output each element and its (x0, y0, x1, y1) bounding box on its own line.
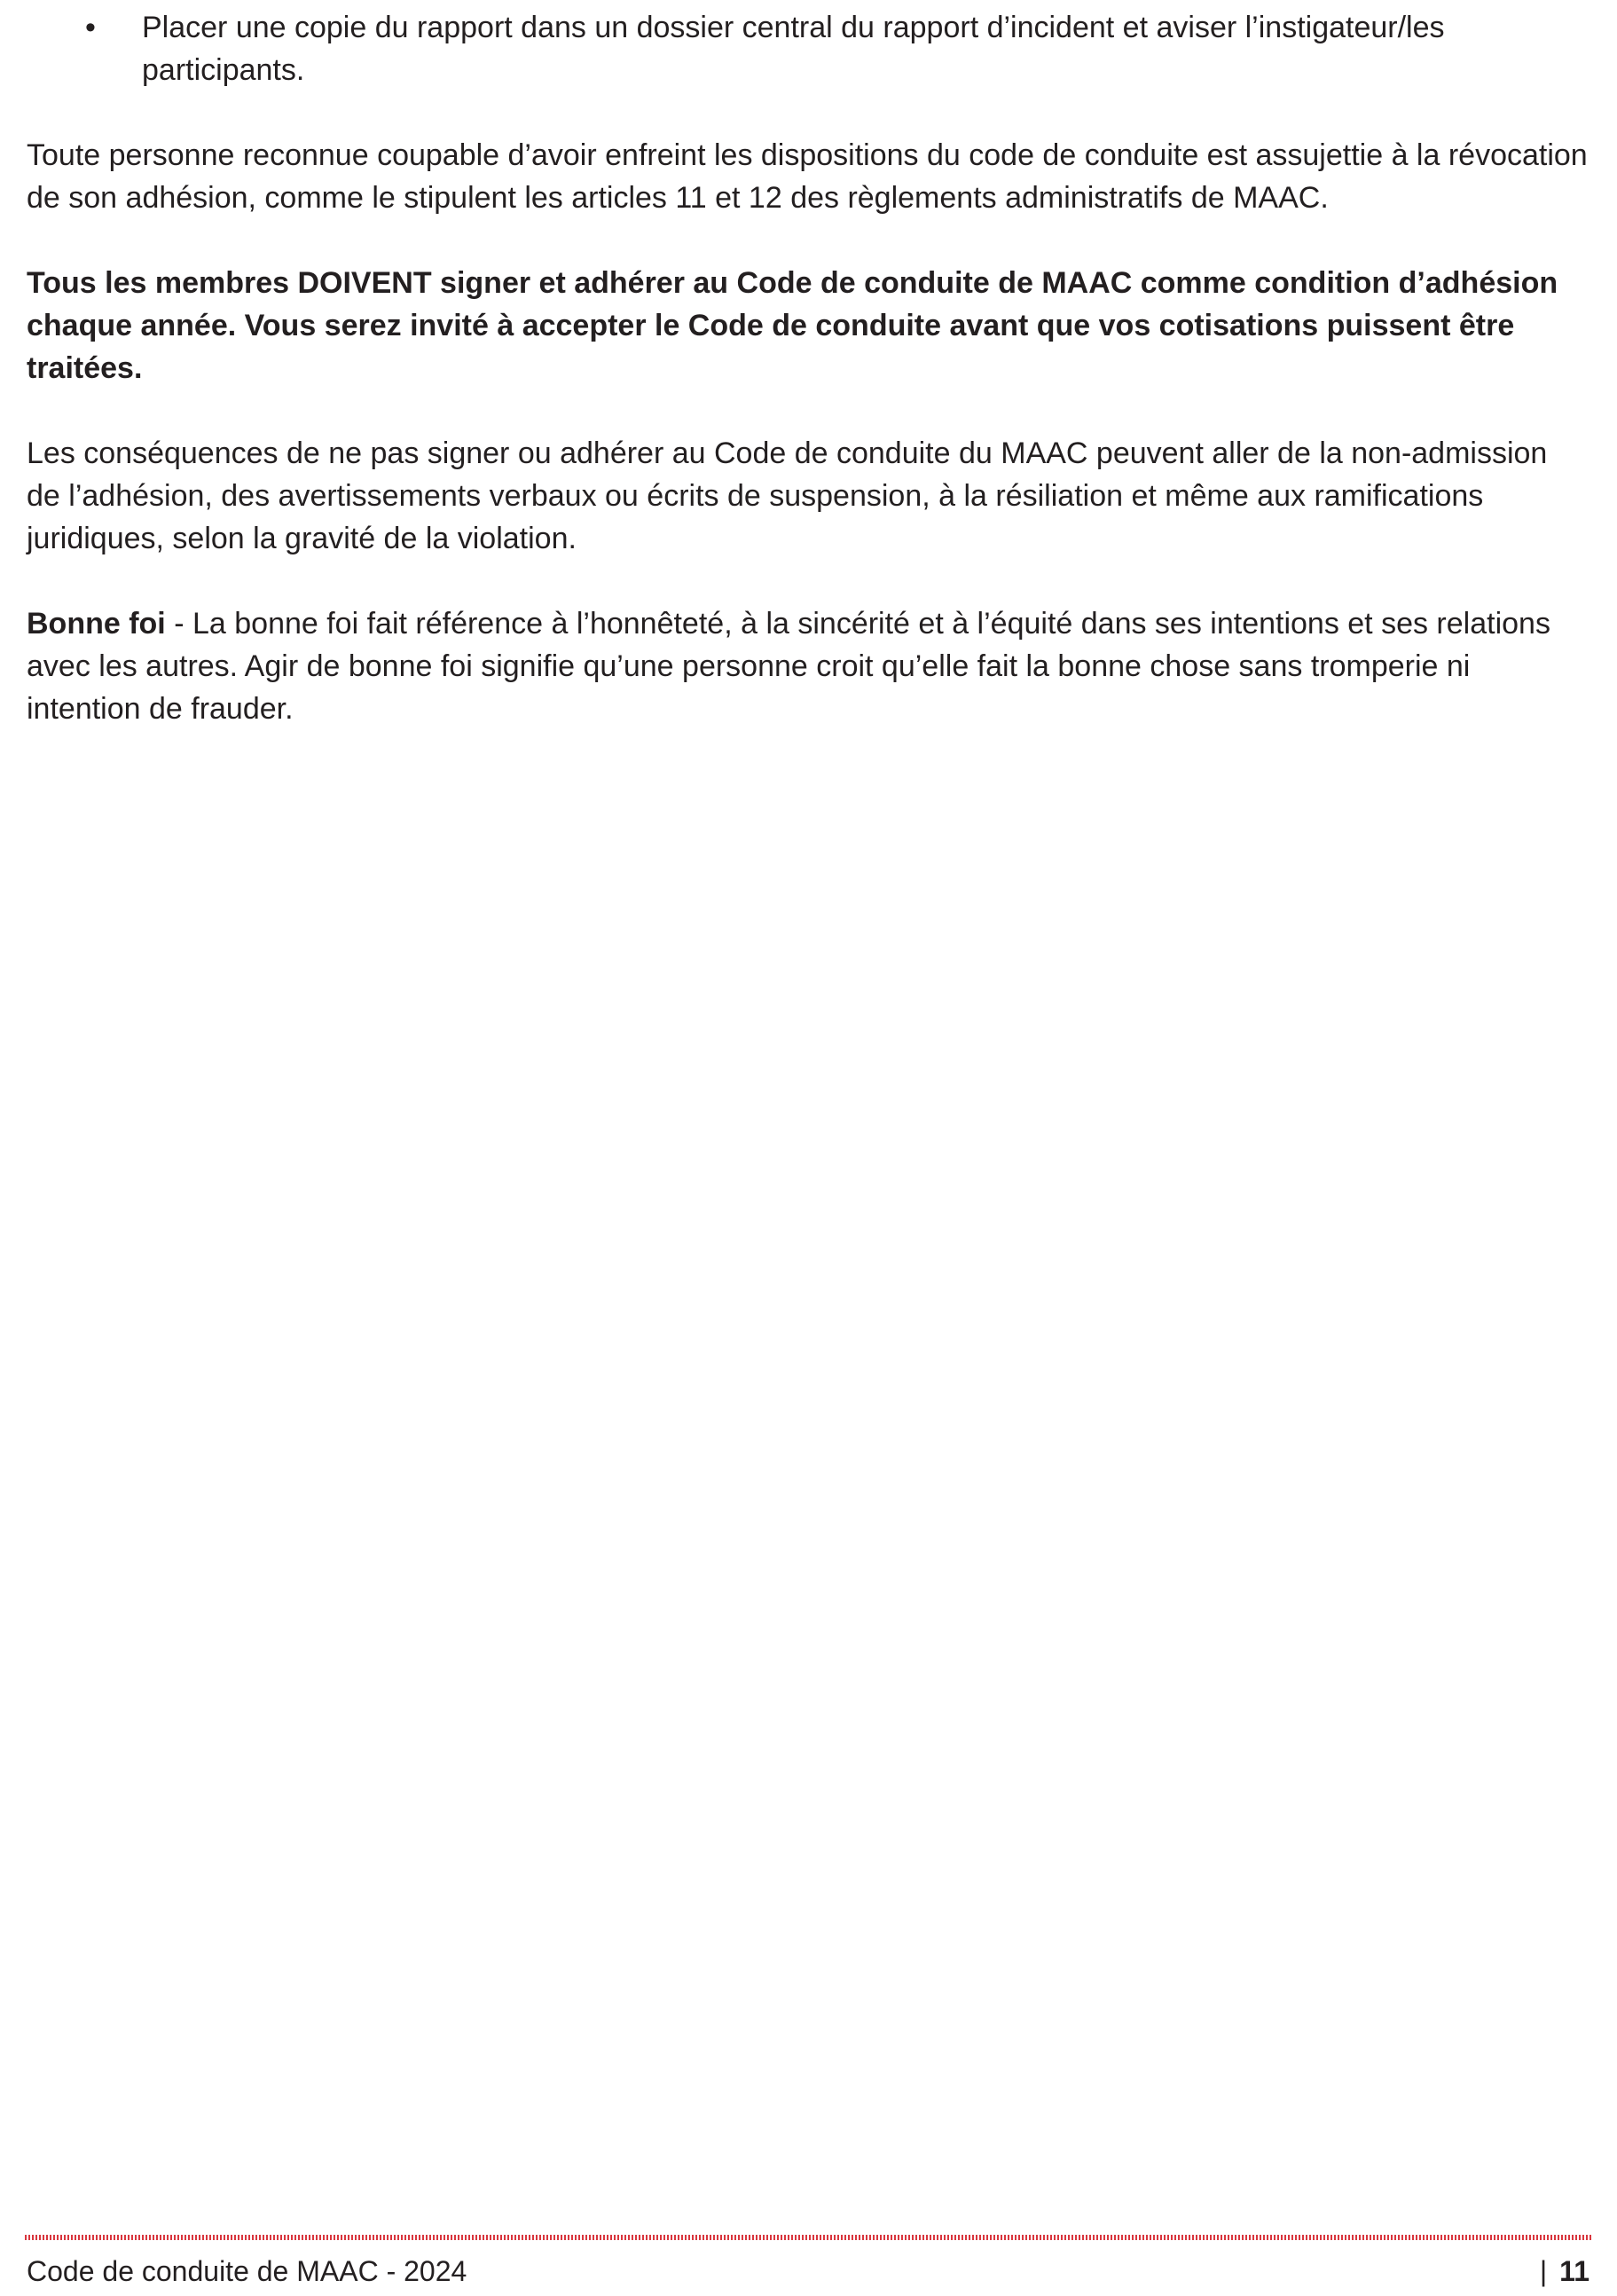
page-number: 11 (1559, 2255, 1590, 2287)
footer-rule (25, 2235, 1591, 2240)
footer-title: Code de conduite de MAAC - 2024 (27, 2255, 467, 2287)
definition-paragraph (27, 602, 1588, 730)
definition-text: - La bonne foi fait référence à l’honnêteté, à la sincérité et à l’équité dans ses intentions et ses relations avec les autres. Agir de bonne foi signifie qu’une personne croit qu’elle fait la bonne chose sans tromperie ni intention de frauder. (27, 607, 1550, 726)
page-body (27, 0, 1588, 730)
page-number-group (1540, 2252, 1590, 2291)
paragraph-consequences: Les conséquences de ne pas signer ou adhérer au Code de conduite du MAAC peuvent aller de la non-admission de l’adhésion, des avertissements verbaux ou écrits de suspension, à la résiliation et même aux ramifications juridiques, selon la gravité de la violation. (27, 436, 1548, 555)
page-footer (27, 2252, 1590, 2291)
paragraph-must-sign: Tous les membres DOIVENT signer et adhérer au Code de conduite de MAAC comme condition d’adhésion chaque année. Vous serez invité à accepter le Code de conduite avant que vos cotisations puissent être traitées. (27, 266, 1558, 385)
definition-term: Bonne foi (27, 607, 166, 641)
list-item (27, 6, 1588, 91)
bullet-list (27, 6, 1588, 91)
footer-separator: | (1539, 2255, 1548, 2287)
paragraph-revocation: Toute personne reconnue coupable d’avoir enfreint les dispositions du code de conduite est assujettie à la révocation de son adhésion, comme le stipulent les articles 11 et 12 des règlements administratifs de MAAC. (27, 138, 1588, 215)
bullet-marker: • (85, 11, 96, 44)
bullet-text: Placer une copie du rapport dans un dossier central du rapport d’incident et aviser l’instigateur/les participants. (142, 11, 1445, 87)
